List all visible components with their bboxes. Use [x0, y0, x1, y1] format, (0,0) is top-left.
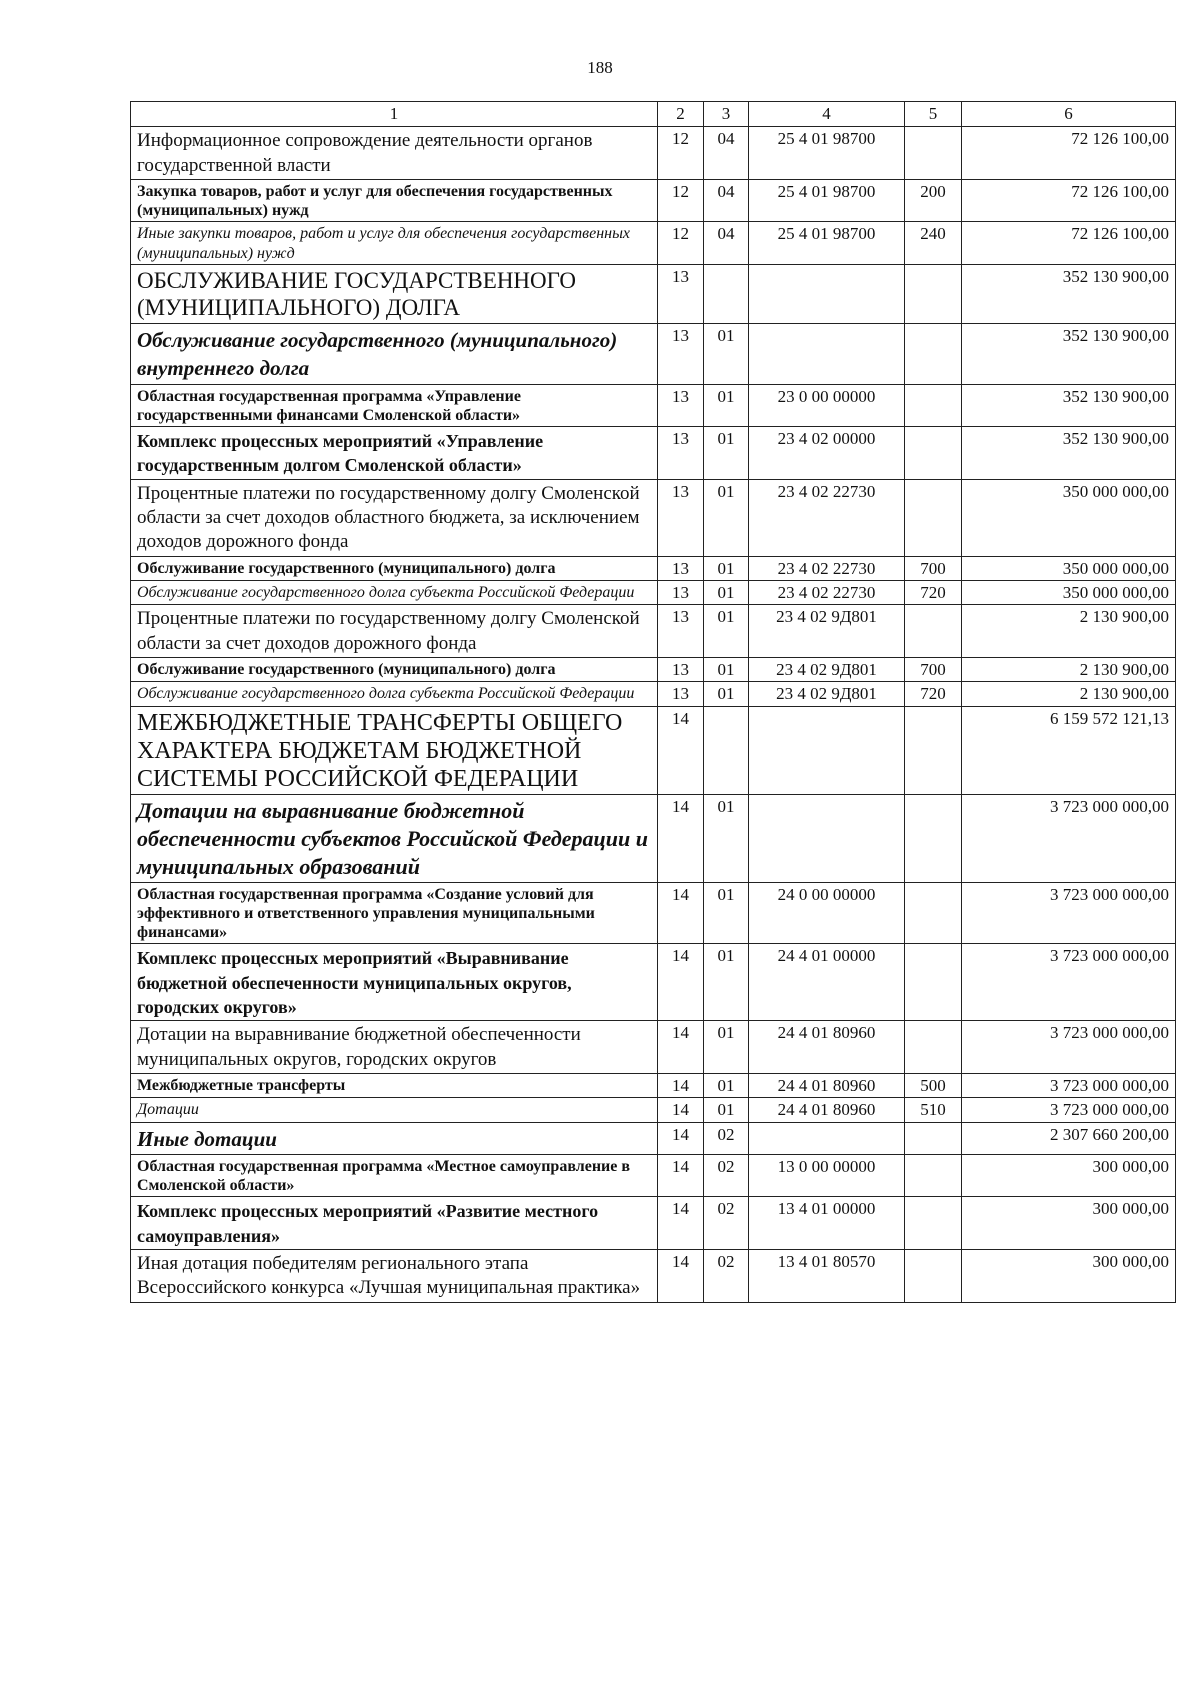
row-name: ОБСЛУЖИВАНИЕ ГОСУДАРСТВЕННОГО (МУНИЦИПАЛЬНОГО) ДОЛГА [131, 264, 658, 323]
expense-type-code [905, 384, 962, 426]
expense-type-code: 510 [905, 1098, 962, 1122]
target-article-code: 25 4 01 98700 [749, 180, 905, 222]
table-row [131, 682, 1176, 706]
target-article-code [749, 706, 905, 794]
amount: 72 126 100,00 [962, 127, 1176, 180]
section-code: 13 [658, 479, 704, 556]
target-article-code [749, 1122, 905, 1154]
section-code: 13 [658, 580, 704, 604]
column-header: 1 [131, 102, 658, 127]
section-code: 14 [658, 1249, 704, 1302]
subsection-code: 04 [704, 222, 749, 264]
expense-type-code [905, 794, 962, 882]
amount: 350 000 000,00 [962, 479, 1176, 556]
row-name: Информационное сопровождение деятельности органов государственной власти [131, 127, 658, 180]
row-name: Иная дотация победителям регионального этапа Всероссийского конкурса «Лучшая муниципальная практика» [131, 1249, 658, 1302]
target-article-code: 25 4 01 98700 [749, 127, 905, 180]
section-code: 14 [658, 882, 704, 944]
subsection-code: 01 [704, 384, 749, 426]
target-article-code: 24 4 01 00000 [749, 944, 905, 1021]
target-article-code: 23 0 00 00000 [749, 384, 905, 426]
expense-type-code [905, 882, 962, 944]
row-name: Процентные платежи по государственному долгу Смоленской области за счет доходов дорожного фонда [131, 605, 658, 658]
subsection-code: 01 [704, 427, 749, 480]
expense-type-code [905, 1249, 962, 1302]
expense-type-code [905, 427, 962, 480]
subsection-code: 04 [704, 127, 749, 180]
amount: 2 307 660 200,00 [962, 1122, 1176, 1154]
budget-table [130, 101, 1176, 1303]
expense-type-code [905, 1122, 962, 1154]
expense-type-code [905, 1197, 962, 1250]
subsection-code: 01 [704, 556, 749, 580]
amount: 352 130 900,00 [962, 323, 1176, 384]
amount: 6 159 572 121,13 [962, 706, 1176, 794]
row-name: Комплекс процессных мероприятий «Развитие местного самоуправления» [131, 1197, 658, 1250]
expense-type-code: 500 [905, 1073, 962, 1097]
table-row [131, 427, 1176, 480]
table-row [131, 384, 1176, 426]
table-row [131, 882, 1176, 944]
subsection-code: 01 [704, 479, 749, 556]
table-row [131, 1122, 1176, 1154]
row-name: Комплекс процессных мероприятий «Выравнивание бюджетной обеспеченности муниципальных округов, городских округов» [131, 944, 658, 1021]
subsection-code: 01 [704, 1073, 749, 1097]
row-name: Процентные платежи по государственному долгу Смоленской области за счет доходов областного бюджета, за исключением доходов дорожного фонда [131, 479, 658, 556]
subsection-code: 01 [704, 1098, 749, 1122]
column-header: 2 [658, 102, 704, 127]
row-name: Иные закупки товаров, работ и услуг для обеспечения государственных (муниципальных) нужд [131, 222, 658, 264]
table-row [131, 479, 1176, 556]
expense-type-code [905, 1021, 962, 1074]
table-row [131, 706, 1176, 794]
row-name: Обслуживание государственного (муниципального) внутреннего долга [131, 323, 658, 384]
row-name: Дотации на выравнивание бюджетной обеспеченности субъектов Российской Федерации и муниципальных образований [131, 794, 658, 882]
subsection-code: 01 [704, 682, 749, 706]
row-name: Комплекс процессных мероприятий «Управление государственным долгом Смоленской области» [131, 427, 658, 480]
section-code: 13 [658, 682, 704, 706]
section-code: 14 [658, 944, 704, 1021]
amount: 2 130 900,00 [962, 682, 1176, 706]
expense-type-code [905, 479, 962, 556]
subsection-code: 02 [704, 1249, 749, 1302]
subsection-code: 01 [704, 657, 749, 681]
section-code: 14 [658, 794, 704, 882]
section-code: 14 [658, 1073, 704, 1097]
amount: 350 000 000,00 [962, 580, 1176, 604]
subsection-code [704, 706, 749, 794]
subsection-code [704, 264, 749, 323]
subsection-code: 01 [704, 794, 749, 882]
table-row [131, 1098, 1176, 1122]
target-article-code [749, 323, 905, 384]
amount: 3 723 000 000,00 [962, 882, 1176, 944]
page-number: 188 [587, 58, 613, 77]
section-code: 12 [658, 180, 704, 222]
column-header: 6 [962, 102, 1176, 127]
amount: 3 723 000 000,00 [962, 794, 1176, 882]
target-article-code: 13 4 01 80570 [749, 1249, 905, 1302]
target-article-code: 24 4 01 80960 [749, 1098, 905, 1122]
table-row [131, 222, 1176, 264]
expense-type-code [905, 706, 962, 794]
subsection-code: 04 [704, 180, 749, 222]
target-article-code: 24 4 01 80960 [749, 1021, 905, 1074]
target-article-code: 23 4 02 00000 [749, 427, 905, 480]
row-name: Дотации на выравнивание бюджетной обеспеченности муниципальных округов, городских округов [131, 1021, 658, 1074]
subsection-code: 01 [704, 944, 749, 1021]
table-header-row [131, 102, 1176, 127]
target-article-code [749, 264, 905, 323]
table-row [131, 180, 1176, 222]
amount: 300 000,00 [962, 1249, 1176, 1302]
section-code: 14 [658, 1021, 704, 1074]
column-header: 3 [704, 102, 749, 127]
section-code: 14 [658, 1154, 704, 1196]
subsection-code: 01 [704, 882, 749, 944]
table-row [131, 264, 1176, 323]
section-code: 13 [658, 657, 704, 681]
expense-type-code: 240 [905, 222, 962, 264]
section-code: 13 [658, 427, 704, 480]
subsection-code: 01 [704, 605, 749, 658]
section-code: 13 [658, 605, 704, 658]
table-row [131, 1249, 1176, 1302]
row-name: Областная государственная программа «Управление государственными финансами Смоленской области» [131, 384, 658, 426]
amount: 300 000,00 [962, 1197, 1176, 1250]
row-name: Дотации [131, 1098, 658, 1122]
amount: 2 130 900,00 [962, 605, 1176, 658]
table-row [131, 556, 1176, 580]
table-row [131, 1197, 1176, 1250]
row-name: Обслуживание государственного долга субъекта Российской Федерации [131, 580, 658, 604]
table-row [131, 1154, 1176, 1196]
section-code: 12 [658, 127, 704, 180]
expense-type-code: 700 [905, 657, 962, 681]
expense-type-code: 720 [905, 580, 962, 604]
expense-type-code [905, 944, 962, 1021]
amount: 352 130 900,00 [962, 384, 1176, 426]
amount: 300 000,00 [962, 1154, 1176, 1196]
table-row [131, 127, 1176, 180]
expense-type-code: 720 [905, 682, 962, 706]
target-article-code: 23 4 02 9Д801 [749, 657, 905, 681]
target-article-code: 23 4 02 22730 [749, 479, 905, 556]
expense-type-code [905, 264, 962, 323]
table-row [131, 1073, 1176, 1097]
target-article-code: 13 0 00 00000 [749, 1154, 905, 1196]
section-code: 12 [658, 222, 704, 264]
amount: 3 723 000 000,00 [962, 1073, 1176, 1097]
subsection-code: 01 [704, 323, 749, 384]
table-row [131, 944, 1176, 1021]
target-article-code: 24 0 00 00000 [749, 882, 905, 944]
amount: 3 723 000 000,00 [962, 1098, 1176, 1122]
amount: 3 723 000 000,00 [962, 944, 1176, 1021]
amount: 3 723 000 000,00 [962, 1021, 1176, 1074]
expense-type-code [905, 1154, 962, 1196]
amount: 350 000 000,00 [962, 556, 1176, 580]
row-name: Межбюджетные трансферты [131, 1073, 658, 1097]
target-article-code: 23 4 02 22730 [749, 556, 905, 580]
target-article-code: 23 4 02 9Д801 [749, 605, 905, 658]
row-name: Обслуживание государственного долга субъекта Российской Федерации [131, 682, 658, 706]
section-code: 14 [658, 706, 704, 794]
subsection-code: 02 [704, 1197, 749, 1250]
row-name: Иные дотации [131, 1122, 658, 1154]
amount: 352 130 900,00 [962, 427, 1176, 480]
column-header: 4 [749, 102, 905, 127]
table-row [131, 323, 1176, 384]
section-code: 14 [658, 1098, 704, 1122]
section-code: 14 [658, 1122, 704, 1154]
row-name: Областная государственная программа «Местное самоуправление в Смоленской области» [131, 1154, 658, 1196]
expense-type-code: 200 [905, 180, 962, 222]
table-row [131, 1021, 1176, 1074]
target-article-code: 23 4 02 9Д801 [749, 682, 905, 706]
section-code: 13 [658, 556, 704, 580]
row-name: Областная государственная программа «Создание условий для эффективного и ответственного управления муниципальными финансами» [131, 882, 658, 944]
section-code: 13 [658, 323, 704, 384]
subsection-code: 02 [704, 1122, 749, 1154]
expense-type-code [905, 323, 962, 384]
row-name: МЕЖБЮДЖЕТНЫЕ ТРАНСФЕРТЫ ОБЩЕГО ХАРАКТЕРА БЮДЖЕТАМ БЮДЖЕТНОЙ СИСТЕМЫ РОССИЙСКОЙ ФЕДЕРАЦИИ [131, 706, 658, 794]
column-header: 5 [905, 102, 962, 127]
section-code: 13 [658, 264, 704, 323]
target-article-code [749, 794, 905, 882]
subsection-code: 02 [704, 1154, 749, 1196]
amount: 2 130 900,00 [962, 657, 1176, 681]
table-row [131, 794, 1176, 882]
expense-type-code [905, 605, 962, 658]
amount: 72 126 100,00 [962, 180, 1176, 222]
table-row [131, 580, 1176, 604]
section-code: 14 [658, 1197, 704, 1250]
subsection-code: 01 [704, 1021, 749, 1074]
amount: 352 130 900,00 [962, 264, 1176, 323]
row-name: Обслуживание государственного (муниципального) долга [131, 556, 658, 580]
section-code: 13 [658, 384, 704, 426]
subsection-code: 01 [704, 580, 749, 604]
table-row [131, 657, 1176, 681]
expense-type-code [905, 127, 962, 180]
target-article-code: 13 4 01 00000 [749, 1197, 905, 1250]
target-article-code: 24 4 01 80960 [749, 1073, 905, 1097]
row-name: Обслуживание государственного (муниципального) долга [131, 657, 658, 681]
amount: 72 126 100,00 [962, 222, 1176, 264]
table-row [131, 605, 1176, 658]
row-name: Закупка товаров, работ и услуг для обеспечения государственных (муниципальных) нужд [131, 180, 658, 222]
expense-type-code: 700 [905, 556, 962, 580]
target-article-code: 23 4 02 22730 [749, 580, 905, 604]
target-article-code: 25 4 01 98700 [749, 222, 905, 264]
